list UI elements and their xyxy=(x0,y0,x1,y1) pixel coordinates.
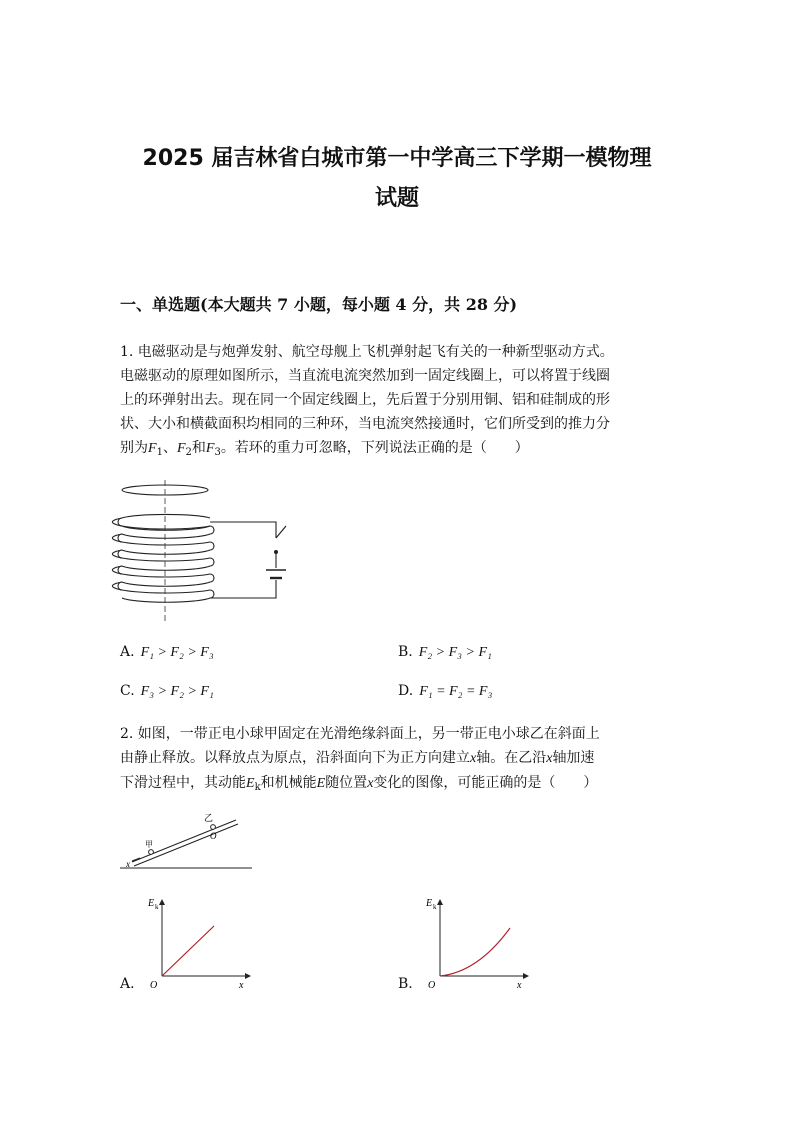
f3-subscript: 3 xyxy=(214,447,221,458)
q2-line: 2. 如图，一带正电小球甲固定在光滑绝缘斜面上，另一带正电小球乙在斜面上 xyxy=(120,726,600,742)
f1-symbol: F xyxy=(148,441,157,456)
page-title-line2: 试题 xyxy=(374,186,419,211)
coil-turns xyxy=(112,514,214,602)
q1-line: 状、大小和横截面积均相同的三种环，当电流突然接通时，它们所受到的推力分 xyxy=(120,416,610,432)
coil-diagram xyxy=(110,478,300,628)
option-d[interactable] xyxy=(398,683,492,700)
q2-line3-mid2: 随位置 xyxy=(325,775,368,791)
graph-a xyxy=(142,892,252,992)
option-label: C. xyxy=(120,683,135,699)
q1-line5-post: 。若环的重力可忽略，下列说法正确的是（ ） xyxy=(220,440,529,456)
label-o: O xyxy=(210,831,217,841)
ek-symbol: E xyxy=(246,776,255,791)
ek-line xyxy=(162,926,214,976)
option-b-label[interactable]: B. xyxy=(398,976,413,992)
ball-jia xyxy=(149,850,154,855)
and-word: 和 xyxy=(191,440,206,456)
x-label: x xyxy=(517,980,522,991)
q2-line3-pre: 下滑过程中，其动能 xyxy=(120,775,246,791)
option-text: F₁ = F₂ = F₃ xyxy=(419,684,493,699)
q1-line xyxy=(120,436,690,465)
origin-label: O xyxy=(150,980,158,991)
origin-label: O xyxy=(428,980,436,991)
label-jia: 甲 xyxy=(145,840,153,849)
switch-contact xyxy=(274,550,278,554)
section-heading: 一、单选题(本大题共 7 小题，每小题 4 分，共 28 分) xyxy=(120,295,518,314)
x-symbol: x xyxy=(470,751,477,766)
option-label: D. xyxy=(398,683,414,699)
switch xyxy=(276,526,286,538)
q1-line: 1. 电磁驱动是与炮弹发射、航空母舰上飞机弹射起飞有关的一种新型驱动方式。 xyxy=(120,344,614,360)
q2-line2-pre: 由静止释放。以释放点为原点，沿斜面向下为正方向建立 xyxy=(120,750,470,766)
option-text: F₂ > F₃ > F₁ xyxy=(418,645,492,660)
option-a-label[interactable]: A. xyxy=(120,976,135,992)
option-label: B. xyxy=(398,644,413,660)
q1-line5-pre: 别为 xyxy=(120,440,148,456)
q2-line xyxy=(120,771,690,800)
x-symbol: x xyxy=(367,776,374,791)
label-x: x xyxy=(126,859,130,869)
q1-line: 上的环弹射出去。现在同一个固定线圈上，先后置于分别用铜、铝和硅制成的形 xyxy=(120,392,610,408)
graph-b xyxy=(420,892,530,992)
option-text: F₃ > F₂ > F₁ xyxy=(140,684,214,699)
f1-subscript: 1 xyxy=(156,447,163,458)
q2-line2-end: 轴加速 xyxy=(552,750,595,766)
option-text: F₁ > F₂ > F₃ xyxy=(140,645,214,660)
y-label-sub: k xyxy=(433,903,437,911)
f2-subscript: 2 xyxy=(185,447,192,458)
ek-curve xyxy=(440,928,510,976)
y-label: E xyxy=(426,898,433,909)
f3-symbol: F xyxy=(205,441,215,456)
circuit-wires xyxy=(210,522,276,598)
incline-diagram xyxy=(118,808,258,874)
y-label-sub: k xyxy=(155,903,159,911)
q2-line2-post: 轴。在乙沿 xyxy=(476,750,547,766)
q2-line xyxy=(120,746,690,771)
ball-yi xyxy=(211,825,216,830)
y-label: E xyxy=(148,898,155,909)
e-symbol: E xyxy=(316,776,326,791)
option-b[interactable] xyxy=(398,644,492,661)
x-symbol: x xyxy=(546,751,553,766)
q2-line3-mid: 和机械能 xyxy=(260,775,317,791)
option-a[interactable] xyxy=(120,644,214,661)
x-label: x xyxy=(239,980,244,991)
ek-subscript: k xyxy=(254,782,261,793)
option-c[interactable] xyxy=(120,683,214,700)
page-title-line1: 2025 届吉林省白城市第一中学高三下学期一模物理 xyxy=(142,146,652,171)
label-yi: 乙 xyxy=(204,813,214,823)
q2-line3-post: 变化的图像，可能正确的是（ ） xyxy=(373,775,598,791)
q1-line: 电磁驱动的原理如图所示，当直流电流突然加到一固定线圈上，可以将置于线圈 xyxy=(120,368,610,384)
separator: 、 xyxy=(162,440,177,456)
question-2-text xyxy=(120,722,690,800)
question-1-text xyxy=(120,340,690,465)
f2-symbol: F xyxy=(176,441,186,456)
option-label: A. xyxy=(120,644,135,660)
